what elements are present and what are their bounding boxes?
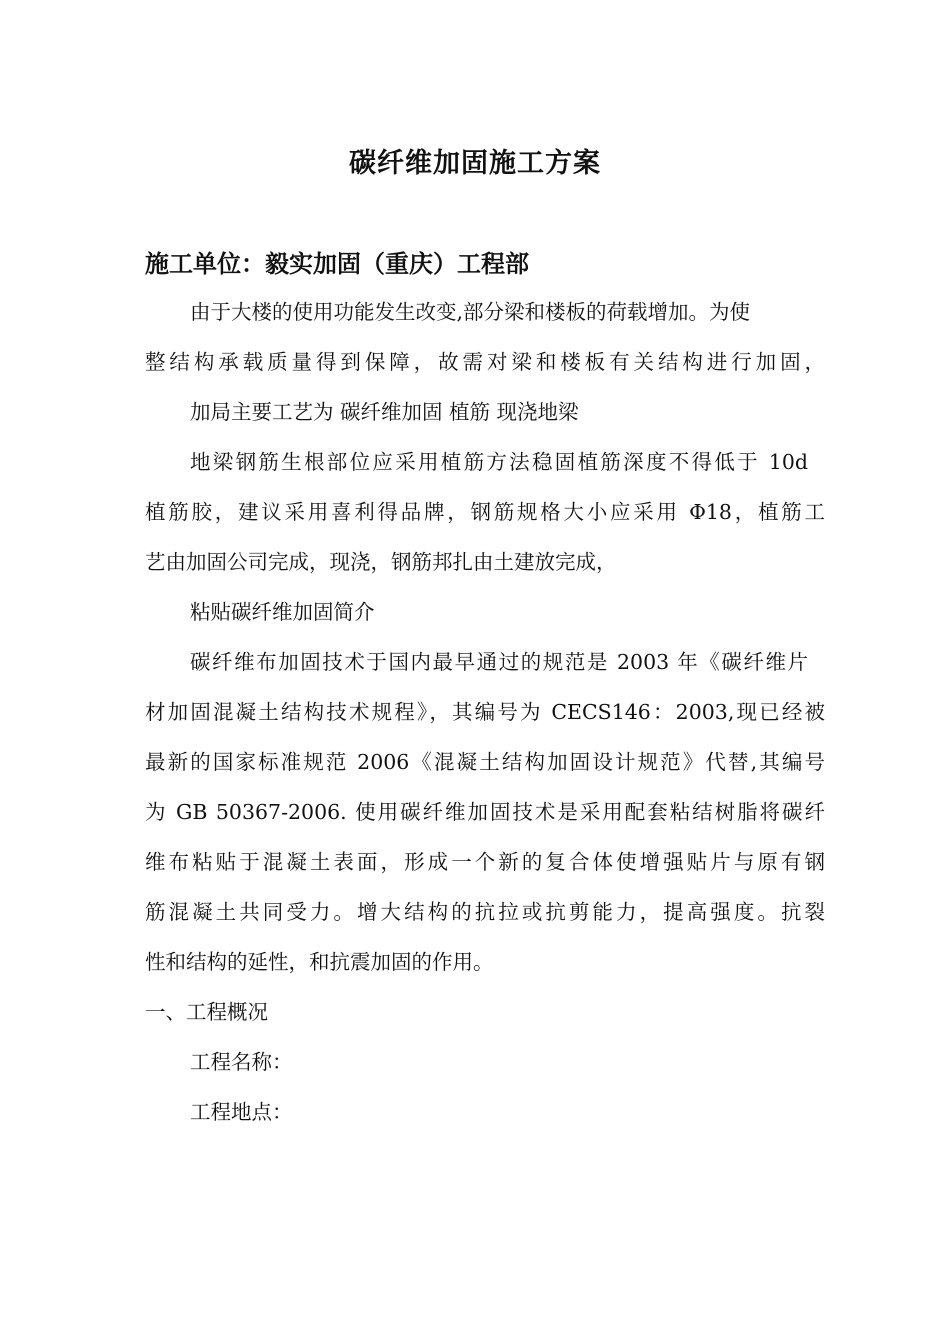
paragraph-line: 筋混凝土共同受力。增大结构的抗拉或抗剪能力，提高强度。抗裂 [145, 900, 825, 924]
paragraph-line: 材加固混凝土结构技术规程》，其编号为 CECS146：2003,现已经被 [145, 700, 825, 724]
paragraph-line: 植筋胶，建议采用喜利得品牌，钢筋规格大小应采用 Φ18，植筋工 [145, 500, 825, 524]
paragraph-line: 性和结构的延性，和抗震加固的作用。 [145, 950, 494, 974]
paragraph-line: 碳纤维布加固技术于国内最早通过的规范是 2003 年《碳纤维片 [190, 650, 808, 674]
document-title: 碳纤维加固施工方案 [349, 148, 601, 179]
paragraph-line: 为 GB 50367-2006. 使用碳纤维加固技术是采用配套粘结树脂将碳纤 [145, 800, 825, 824]
paragraph-line: 由于大楼的使用功能发生改变,部分梁和楼板的荷载增加。为使 [190, 300, 751, 324]
construction-unit-heading: 施工单位：毅实加固（重庆）工程部 [145, 249, 529, 278]
paragraph-line: 最新的国家标准规范 2006《混凝土结构加固设计规范》代替,其编号 [145, 750, 825, 774]
paragraph-line: 粘贴碳纤维加固简介 [190, 600, 375, 624]
project-name-label: 工程名称： [190, 1050, 293, 1074]
paragraph-line: 艺由加固公司完成，现浇，钢筋邦扎由土建放完成， [145, 550, 617, 574]
project-location-label: 工程地点： [190, 1100, 293, 1124]
paragraph-line: 地梁钢筋生根部位应采用植筋方法稳固植筋深度不得低于 10d [190, 450, 808, 474]
paragraph-line: 维布粘贴于混凝土表面，形成一个新的复合体使增强贴片与原有钢 [145, 850, 825, 874]
paragraph-line: 整结构承载质量得到保障，故需对梁和楼板有关结构进行加固， [145, 350, 825, 374]
paragraph-line: 加局主要工艺为 碳纤维加固 植筋 现浇地梁 [190, 400, 579, 424]
section-heading: 一、工程概况 [145, 1000, 268, 1024]
